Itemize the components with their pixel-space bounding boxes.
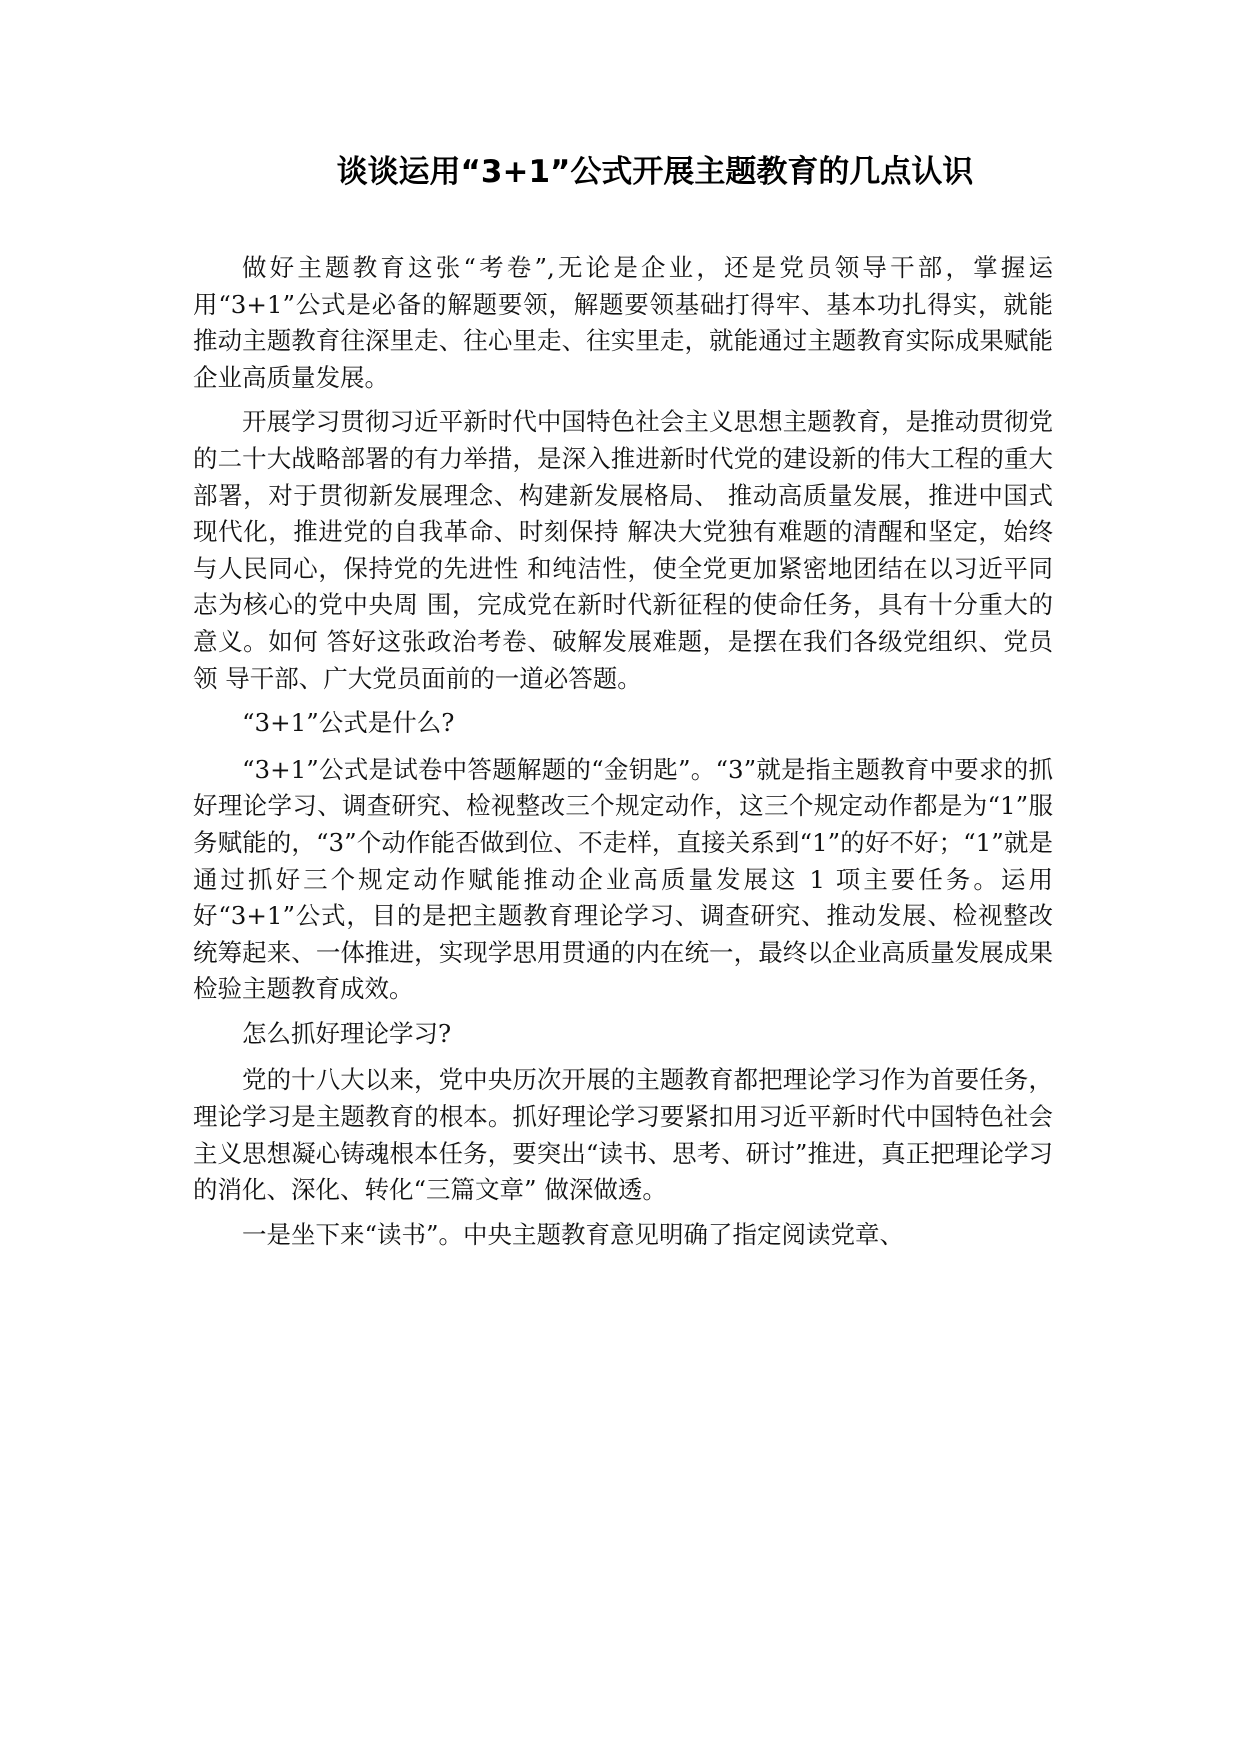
- paragraph-formula-explanation: “3+1”公式是试卷中答题解题的“金钥匙”。“3”就是指主题教育中要求的抓好理论学习、调查研究、检视整改三个规定动作，这三个规定动作都是为“1”服务赋能的，“3”个动作能否做到位、不走样，直接关系到“1”的好不好；“1”就是通过抓好三个规定动作赋能推动企业高质量发展这 1 项主要任务。运用好“3+1”公式，目的是把主题教育理论学习、调查研究、推动发展、检视整改统筹起来、一体推进，实现学思用贯通的内在统一，最终以企业高质量发展成果检验主题教育成效。: [193, 754, 1053, 1004]
- paragraph-theory-study: 党的十八大以来，党中央历次开展的主题教育都把理论学习作为首要任务，理论学习是主题教育的根本。抓好理论学习要紧扣用习近平新时代中国特色社会主义思想凝心铸魂根本任务，要突出“读书、思考、研讨”推进，真正把理论学习的消化、深化、转化“三篇文章” 做深做透。: [193, 1065, 1053, 1205]
- section-heading-theory-study: 怎么抓好理论学习?: [242, 1018, 452, 1048]
- document-body: [193, 250, 1053, 1261]
- document-title: 谈谈运用“3+1”公式开展主题教育的几点认识: [336, 154, 974, 190]
- paragraph-intro: 做好主题教育这张“考卷”,无论是企业，还是党员领导干部，掌握运用“3+1”公式是必备的解题要领，解题要领基础打得牢、基本功扎得实，就能推动主题教育往深里走、往心里走、往实里走，就能通过主题教育实际成果赋能企业高质量发展。: [193, 253, 1053, 392]
- section-heading-what-is-formula: “3+1”公式是什么?: [242, 708, 455, 738]
- paragraph-reading: 一是坐下来“读书”。中央主题教育意见明确了指定阅读党章、: [242, 1219, 905, 1249]
- paragraph-background: 开展学习贯彻习近平新时代中国特色社会主义思想主题教育，是推动贯彻党的二十大战略部署的有力举措，是深入推进新时代党的建设新的伟大工程的重大部署，对于贯彻新发展理念、构建新发展格局、 推动高质量发展，推进中国式现代化，推进党的自我革命、时刻保持 解决大党独有难题的清醒和坚定，始终与人民同心，保持党的先进性 和纯洁性，使全党更加紧密地团结在以习近平同志为核心的党中央周 围，完成党在新时代新征程的使命任务，具有十分重大的意义。如何 答好这张政治考卷、破解发展难题，是摆在我们各级党组织、党员领 导干部、广大党员面前的一道必答题。: [193, 407, 1053, 693]
